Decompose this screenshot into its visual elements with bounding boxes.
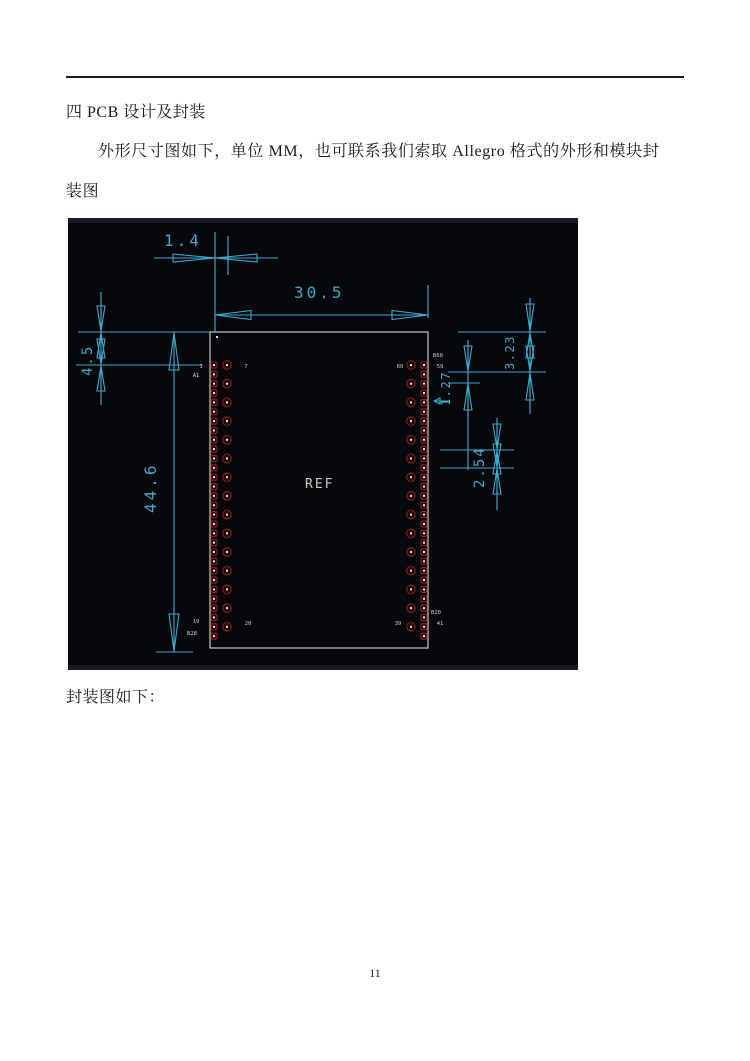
- dim-label-1-4: 1.4: [164, 231, 202, 250]
- ref-label: REF: [305, 477, 335, 492]
- pin-label: 19: [192, 619, 200, 625]
- origin-dot: [216, 336, 218, 338]
- pin-label: 39: [394, 621, 402, 627]
- dim-label-1-27: 1.27: [439, 371, 453, 406]
- pin-label: B60: [433, 353, 443, 359]
- body-text-line-2: 装图: [66, 183, 100, 200]
- pin-label: 20: [244, 621, 252, 627]
- pin-label: B28: [187, 631, 197, 637]
- pad-arrays: [211, 361, 427, 639]
- cad-drawing: [68, 218, 578, 670]
- dimension-top-clearance: [76, 292, 210, 405]
- pin-label: 1: [199, 364, 203, 370]
- pin-label: 60: [396, 364, 404, 370]
- pin-label: 7: [244, 364, 248, 370]
- dimension-body-width: [215, 283, 428, 320]
- pin-label: 41: [436, 621, 444, 627]
- pin-label: B20: [431, 610, 441, 616]
- header-rule: [66, 76, 684, 78]
- dimension-pin-pitch: [440, 418, 514, 510]
- page-number: 11: [369, 966, 381, 980]
- scan-strip-bottom: [68, 665, 578, 670]
- body-text-line-1: 外形尺寸图如下，单位 MM，也可联系我们索取 Allegro 格式的外形和模块封: [98, 143, 660, 160]
- dim-label-2-54: 2.54: [472, 446, 488, 488]
- section-heading: 四 PCB 设计及封装: [66, 104, 206, 121]
- figure-caption: 封装图如下：: [66, 689, 166, 706]
- dim-label-4-5: 4.5: [80, 344, 96, 376]
- pin-label: 59: [436, 364, 444, 370]
- pin-label: A1: [192, 373, 200, 379]
- dim-label-3-23: 3.23: [503, 335, 517, 370]
- pcb-dimension-figure: [68, 218, 578, 670]
- scan-strip-top: [68, 218, 578, 223]
- dim-label-30-5: 30.5: [294, 283, 345, 302]
- dim-label-44-6: 44.6: [141, 462, 160, 513]
- dimension-pad-inset: [154, 231, 278, 332]
- dimension-body-height: [141, 332, 193, 652]
